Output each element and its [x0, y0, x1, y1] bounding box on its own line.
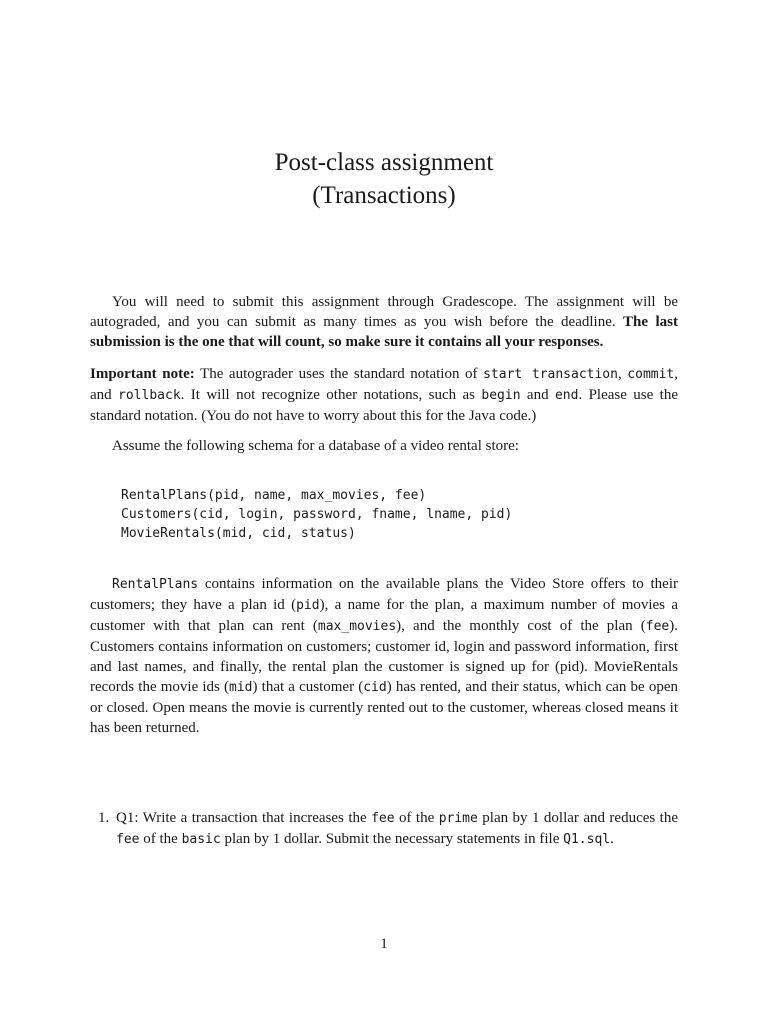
code-start-transaction: start transaction — [483, 367, 618, 382]
note-text: . It will not recognize other notations, such as — [180, 387, 482, 403]
description-text: ), and the monthly cost of the plan ( — [396, 618, 646, 634]
description-text: ). Customers contains information on customers; customer id, login and password information, first and last names, and finally, the rental plan the customer is signed up for (pid). MovieRentals records the movie ids ( — [90, 618, 678, 695]
code-pid: pid — [296, 598, 320, 613]
description-text: contains information on the available plans the Video Store offers to their customers; they have a plan id ( — [90, 576, 678, 613]
schema-line-rentalplans: RentalPlans(pid, name, max_movies, fee) — [121, 488, 427, 503]
code-end: end — [554, 388, 579, 403]
intro-paragraph — [90, 292, 678, 352]
question-text: plan by 1 dollar. Submit the necessary statements in file — [220, 831, 564, 847]
intro-bold-text: The last submission is the one that will count, so make sure it contains all your responses. — [90, 314, 678, 350]
note-text: . Please use the standard notation. (You do not have to worry about this for the Java code.) — [90, 387, 678, 424]
description-text: ) has rented, and their status, which can be open or closed. Open means the movie is currently rented out to the customer, whereas closed means it has been returned. — [90, 679, 679, 736]
schema-line-movierentals: MovieRentals(mid, cid, status) — [121, 526, 356, 541]
intro-text: You will need to submit this assignment through Gradescope. The assignment will be autograded, and you can submit as many times as you wish before the deadline. — [90, 294, 678, 330]
code-fee: fee — [645, 619, 670, 634]
schema-line-customers: Customers(cid, login, password, fname, lname, pid) — [121, 507, 513, 522]
question-text: of the — [394, 810, 439, 826]
document-title — [0, 146, 768, 212]
note-text: , and — [90, 366, 679, 403]
code-fee: fee — [371, 811, 395, 826]
code-rollback: rollback — [118, 388, 181, 403]
question-text: plan by 1 dollar and reduces the — [477, 810, 678, 826]
description-text: ) that a customer ( — [252, 679, 364, 695]
code-rentalplans: RentalPlans — [112, 577, 199, 592]
code-fee: fee — [116, 832, 140, 847]
title-line-1: Post-class assignment — [274, 149, 494, 176]
code-prime: prime — [438, 811, 478, 826]
note-text: The autograder uses the standard notation of — [194, 366, 484, 382]
question-number: 1. — [98, 810, 110, 826]
code-basic: basic — [181, 832, 221, 847]
note-text: , — [617, 366, 628, 382]
code-max-movies: max_movies — [317, 619, 397, 634]
title-line-2: (Transactions) — [312, 182, 456, 209]
question-text: . — [610, 831, 614, 847]
schema-intro-paragraph: Assume the following schema for a database of a video rental store: — [112, 438, 519, 454]
question-text: of the — [139, 831, 182, 847]
question-item — [90, 808, 678, 850]
note-text: and — [520, 387, 555, 403]
code-q1-sql: Q1.sql — [563, 832, 611, 847]
important-note-label: Important note: — [90, 366, 195, 382]
code-mid: mid — [229, 680, 253, 695]
question-list — [90, 808, 678, 850]
schema-description-paragraph — [90, 574, 678, 738]
code-commit: commit — [627, 367, 675, 382]
code-cid: cid — [363, 680, 387, 695]
page-number: 1 — [380, 936, 388, 952]
question-text: Q1: Write a transaction that increases the — [116, 810, 372, 826]
code-begin: begin — [481, 388, 521, 403]
schema-block — [121, 486, 512, 543]
description-text: ), a name for the plan, a maximum number of movies a customer with that plan can rent ( — [90, 597, 678, 634]
important-note-paragraph — [90, 364, 678, 426]
